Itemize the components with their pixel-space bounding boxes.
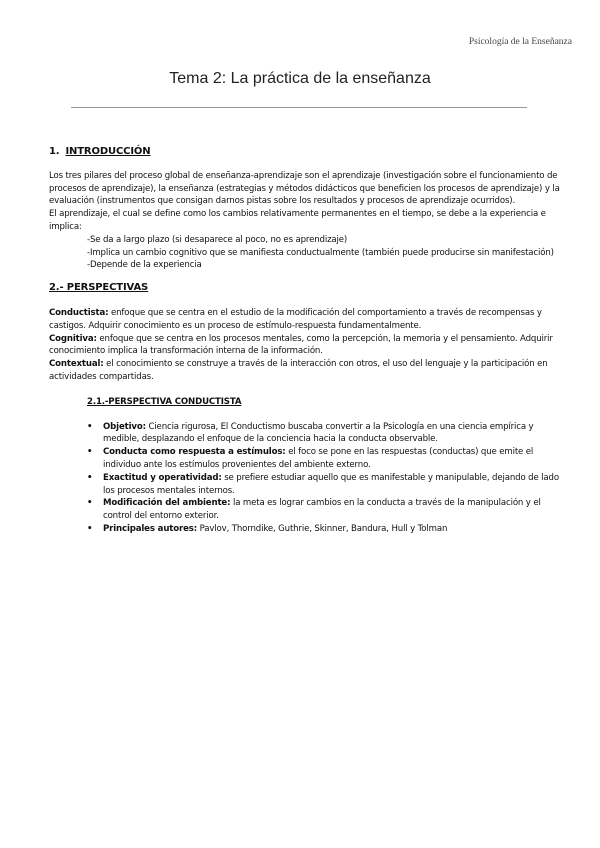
bullet-term: Objetivo:: [103, 421, 146, 432]
definition-text: enfoque que se centra en los procesos mentales, como la percepción, la memoria y el pensamiento. Adquirir conocimiento implica la transformación interna de la información.: [49, 333, 553, 357]
definition-text: enfoque que se centra en el estudio de la modificación del comportamiento a través de recompensas y castigos. Adquirir conocimiento es un proceso de estímulo-respuesta fundamentalmente.: [49, 307, 542, 331]
list-item: [87, 497, 571, 523]
intro-list-item: -Depende de la experiencia: [87, 260, 202, 271]
intro-paragraph-1: Los tres pilares del proceso global de enseñanza-aprendizaje son el aprendizaje (investigación sobre el funcionamiento de procesos de aprendizaje), la enseñanza (estrategias y métodos didácticos que beneficien los procesos de aprendizaje) y la evaluación (instrumentos que consigan darnos pistas sobre los resultados y procesos de aprendizaje ocurridos).: [49, 170, 560, 207]
intro-list-item: -Implica un cambio cognitivo que se manifiesta conductualmente (también puede producirse sin manifestación): [87, 247, 554, 258]
bullet-icon: •: [87, 498, 93, 509]
list-item: [87, 421, 571, 447]
bullet-text: el foco se pone en las respuestas (conductas) que emite el individuo ante los estímulos provenientes del ambiente externo.: [103, 447, 534, 470]
section-heading-perspectivas: 2.- PERSPECTIVAS: [49, 282, 149, 294]
definition-term: Conductista:: [49, 307, 109, 318]
bullet-term: Exactitud y operatividad:: [103, 472, 222, 483]
definition-cognitiva: [49, 333, 571, 359]
title-divider: [71, 107, 527, 108]
document-title: Tema 2: La práctica de la enseñanza: [169, 70, 431, 87]
bullet-text: la meta es lograr cambios en la conducta a través de la manipulación y el control del entorno exterior.: [103, 498, 541, 522]
section-number: 1.: [49, 146, 60, 157]
running-header: Psicología de la Enseñanza: [468, 37, 572, 47]
section-heading-text: INTRODUCCIÓN: [65, 146, 151, 157]
bullet-icon: •: [87, 523, 93, 534]
section-heading-introduccion: [49, 146, 571, 159]
intro-list-item: -Se da a largo plazo (si desaparece al poco, no es aprendizaje): [87, 234, 348, 245]
definition-term: Contextual:: [49, 359, 104, 370]
bullet-icon: •: [87, 421, 93, 432]
bullet-term: Conducta como respuesta a estímulos:: [103, 447, 286, 458]
definition-term: Cognitiva:: [49, 333, 97, 344]
bullet-term: Modificación del ambiente:: [103, 498, 231, 509]
definition-conductista: [49, 307, 571, 333]
intro-paragraph-2: El aprendizaje, el cual se define como los cambios relativamente permanentes en el tiempo, se debe a la experiencia e implica:: [49, 209, 546, 232]
definition-contextual: [49, 358, 571, 384]
bullet-text: Ciencia rigurosa, El Conductismo buscaba convertir a la Psicología en una ciencia empírica y medible, desplazando el enfoque de la conciencia hacia la conducta observable.: [103, 421, 534, 445]
bullet-icon: •: [87, 472, 93, 483]
bullet-term: Principales autores:: [103, 523, 198, 534]
conductista-bullet-list: [49, 421, 571, 536]
definition-text: el conocimiento se construye a través de la interacción con otros, el uso del lenguaje y la participación en actividades compartidas.: [49, 359, 548, 382]
bullet-text: Pavlov, Thorndike, Guthrie, Skinner, Bandura, Hull y Tolman: [197, 523, 448, 534]
list-item: [87, 472, 571, 498]
list-item: [87, 523, 571, 536]
bullet-text: se prefiere estudiar aquello que es manifestable y manipulable, dejando de lado los procesos mentales internos.: [103, 472, 559, 496]
bullet-icon: •: [87, 447, 93, 458]
list-item: [87, 446, 571, 472]
subsection-heading-conductista: 2.1.-PERSPECTIVA CONDUCTISTA: [87, 396, 242, 407]
document-body: [49, 146, 571, 536]
